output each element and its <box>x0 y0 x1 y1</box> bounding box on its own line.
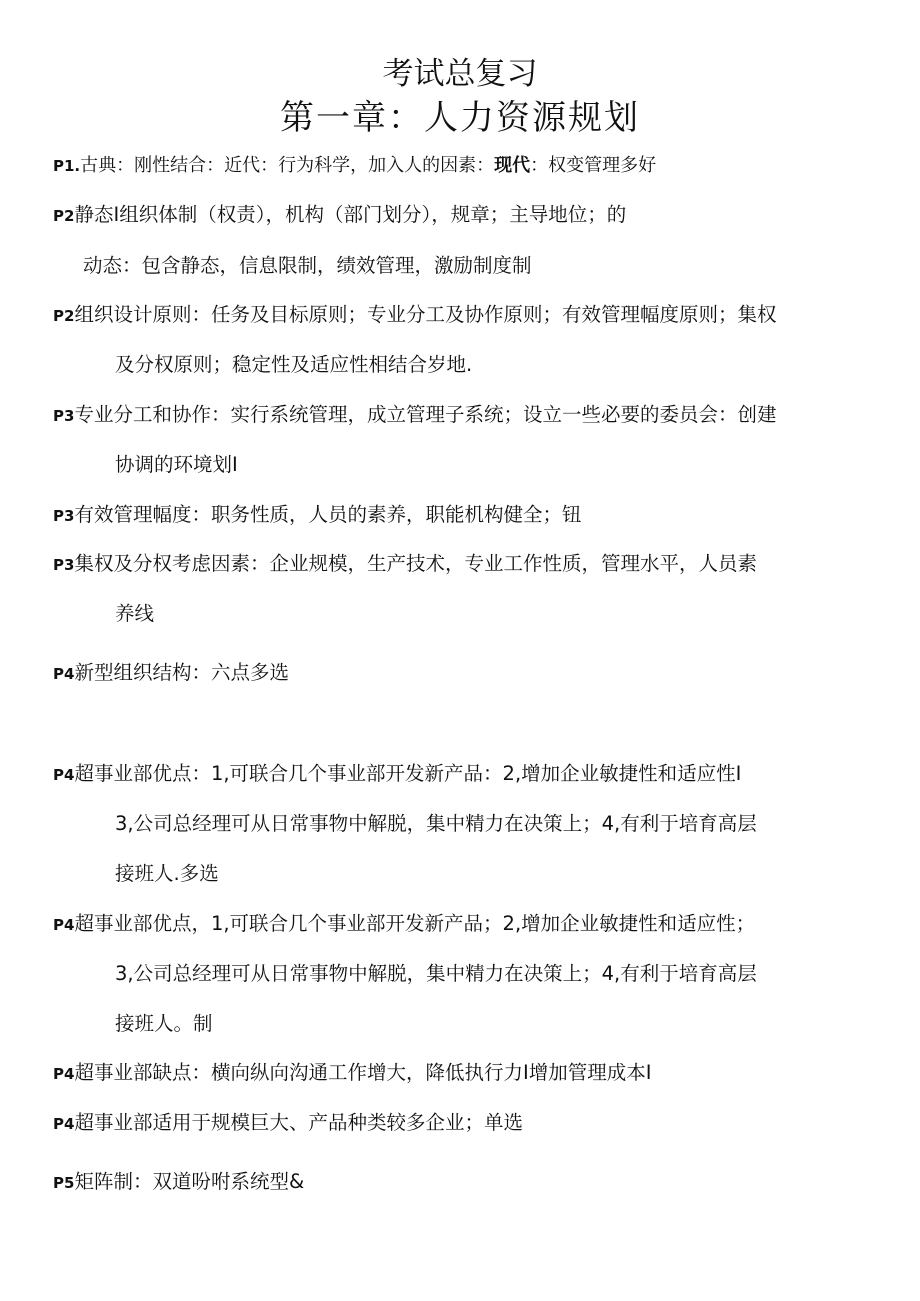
note-text: 3,公司总经理可从日常事物中解脱，集中精力在决策上；4,有利于培育高层 <box>115 962 757 985</box>
page-ref-tag: P3 <box>53 407 75 425</box>
note-line <box>53 660 289 687</box>
note-line <box>53 551 757 578</box>
note-line <box>53 1060 651 1087</box>
note-text: 组织设计原则：任务及目标原则；专业分工及协作原则；有效管理幅度原则；集权 <box>74 303 777 326</box>
note-text: 养线 <box>115 602 155 625</box>
note-text: 新型组织结构：六点多选 <box>74 661 289 684</box>
note-line-p1 <box>53 153 656 179</box>
note-text: 矩阵制：双道吩咐系统型& <box>74 1170 305 1193</box>
note-line <box>53 402 776 429</box>
page-ref-tag: P4 <box>53 916 75 934</box>
note-text: 超事业部适用于规模巨大、产品种类较多企业；单选 <box>74 1111 523 1134</box>
page-ref-tag: P5 <box>53 1174 75 1192</box>
note-line <box>53 202 626 229</box>
note-text: 动态：包含静态，信息限制，绩效管理，激励制度制 <box>83 254 532 277</box>
note-text: ：权变管理多好 <box>530 155 657 176</box>
page-ref-tag: P4 <box>53 1115 75 1133</box>
note-text: 有效管理幅度：职务性质，人员的素养，职能机构健全；钮 <box>74 503 582 526</box>
note-line-continuation <box>115 1011 213 1037</box>
note-line-continuation <box>115 352 472 378</box>
chapter-title: 第一章：人力资源规划 <box>280 98 640 138</box>
note-text: 超事业部优点：1,可联合几个事业部开发新产品：2,增加企业敏捷性和适应性I <box>74 762 742 785</box>
note-text: 接班人。制 <box>115 1012 213 1035</box>
note-text: 超事业部优点，1,可联合几个事业部开发新产品；2,增加企业敏捷性和适应性； <box>74 912 756 935</box>
page-ref-tag: P4 <box>53 766 75 784</box>
note-text: 协调的环境划I <box>115 453 238 476</box>
page-title: 考试总复习 <box>382 56 538 92</box>
note-line <box>53 761 741 788</box>
page-ref-tag: P2 <box>53 307 75 325</box>
page-ref-tag: P4 <box>53 665 75 683</box>
page-ref-tag: P4 <box>53 1065 75 1083</box>
note-line <box>53 302 776 329</box>
page-ref-tag: P1. <box>53 157 81 175</box>
note-text: 接班人.多选 <box>115 862 219 885</box>
page-ref-tag: P3 <box>53 556 75 574</box>
note-text: 及分权原则；稳定性及适应性相结合岁地. <box>115 353 473 376</box>
note-line <box>53 1110 523 1137</box>
note-line <box>53 911 755 938</box>
note-line-continuation <box>115 961 757 987</box>
note-line-continuation <box>115 861 219 887</box>
page-ref-tag: P3 <box>53 507 75 525</box>
note-line-continuation <box>115 601 154 627</box>
note-text: 静态I组织体制（权责），机构（部门划分），规章；主导地位；的 <box>74 203 627 226</box>
note-line-continuation <box>115 452 238 478</box>
note-line-continuation <box>83 253 532 279</box>
note-text: 集权及分权考虑因素：企业规模，生产技术，专业工作性质，管理水平，人员素 <box>74 552 757 575</box>
page-ref-tag: P2 <box>53 207 75 225</box>
note-text: 专业分工和协作：实行系统管理，成立管理子系统；设立一些必要的委员会：创建 <box>74 403 777 426</box>
note-text: 3,公司总经理可从日常事物中解脱，集中精力在决策上；4,有利于培育高层 <box>115 812 757 835</box>
note-text: 超事业部缺点：横向纵向沟通工作增大，降低执行力I增加管理成本I <box>74 1061 652 1084</box>
note-line <box>53 1169 304 1196</box>
note-text: 古典：刚性结合：近代：行为科学，加入人的因素： <box>80 155 495 176</box>
note-line <box>53 502 581 529</box>
note-line-continuation <box>115 811 757 837</box>
note-text-bold: 现代 <box>494 155 531 176</box>
